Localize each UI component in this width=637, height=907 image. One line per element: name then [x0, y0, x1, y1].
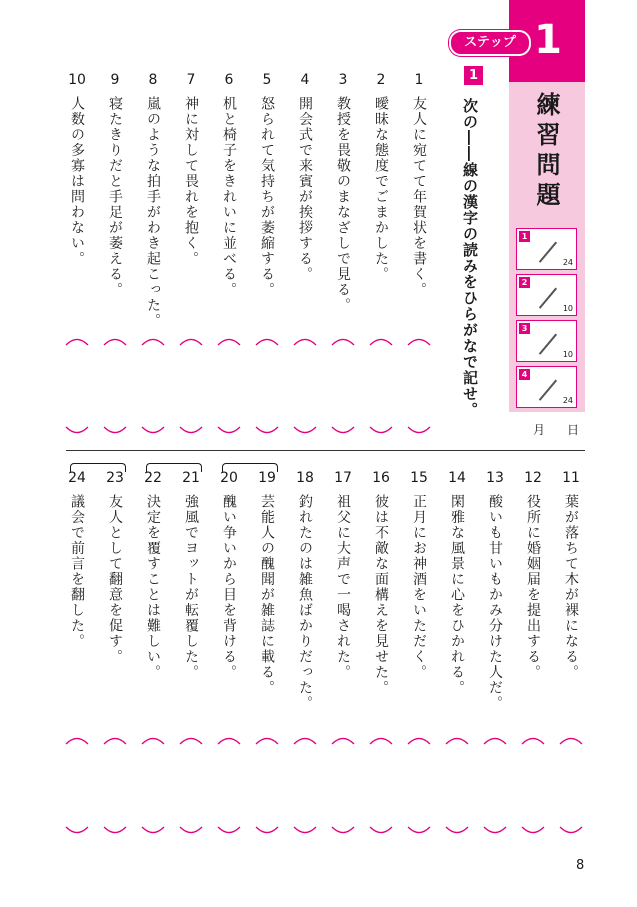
item-number: 4: [300, 72, 310, 88]
question-item-6: [214, 72, 244, 298]
slash-icon: [539, 334, 557, 355]
question-item-14: [442, 470, 472, 696]
question-item-21: [176, 470, 206, 680]
item-text: 強風でヨットが転覆した。: [183, 494, 199, 680]
section-title: 練習問題: [532, 92, 561, 212]
answer-blank-bottom-21[interactable]: [178, 826, 204, 838]
question-item-13: [480, 470, 510, 711]
answer-blank-bottom-24[interactable]: [64, 826, 90, 838]
answer-blank-bottom-14[interactable]: [444, 826, 470, 838]
answer-blank-bottom-4[interactable]: [292, 426, 318, 438]
answer-blank-bottom-3[interactable]: [330, 426, 356, 438]
answer-blank-bottom-22[interactable]: [140, 826, 166, 838]
item-number: 1: [414, 72, 424, 88]
answer-blank-top-16[interactable]: [368, 733, 394, 745]
page-number: 8: [576, 858, 585, 873]
item-number: 20: [220, 470, 238, 486]
pair-brace-23-24: [70, 463, 126, 472]
answer-blank-bottom-18[interactable]: [292, 826, 318, 838]
item-text: 議会で前言を翻した。: [69, 494, 85, 649]
item-text: 釣れたのは雑魚ばかりだった。: [297, 494, 313, 711]
question-item-2: [366, 72, 396, 282]
answer-blank-top-21[interactable]: [178, 733, 204, 745]
question-item-18: [290, 470, 320, 711]
item-number: 11: [562, 470, 580, 486]
item-text: 教授を畏敬のまなざしで見る。: [335, 96, 351, 313]
score-box-label: 2: [519, 277, 530, 288]
answer-blank-bottom-12[interactable]: [520, 826, 546, 838]
score-box-label: 4: [519, 369, 530, 380]
item-text: 決定を覆すことは難しい。: [145, 494, 161, 680]
question-item-5: [252, 72, 282, 298]
question-instruction: 次の――線の漢字の読みをひらがなで記せ。: [461, 98, 479, 418]
item-number: 15: [410, 470, 428, 486]
day-label: 日: [567, 423, 580, 437]
item-text: 曖昧な態度でごまかした。: [373, 96, 389, 282]
answer-blank-bottom-7[interactable]: [178, 426, 204, 438]
item-text: 嵐のような拍手がわき起こった。: [145, 96, 161, 329]
answer-blank-top-22[interactable]: [140, 733, 166, 745]
item-text: 寝たきりだと手足が萎える。: [107, 96, 123, 298]
answer-blank-top-11[interactable]: [558, 733, 584, 745]
answer-blank-bottom-16[interactable]: [368, 826, 394, 838]
answer-blank-top-10[interactable]: [64, 334, 90, 346]
answer-blank-bottom-1[interactable]: [406, 426, 432, 438]
slash-icon: [539, 242, 557, 263]
answer-blank-bottom-9[interactable]: [102, 426, 128, 438]
question-item-4: [290, 72, 320, 282]
answer-blank-top-7[interactable]: [178, 334, 204, 346]
pair-brace-19-20: [222, 463, 278, 472]
answer-blank-bottom-19[interactable]: [254, 826, 280, 838]
item-number: 21: [182, 470, 200, 486]
question-item-24: [62, 470, 92, 649]
item-number: 9: [110, 72, 120, 88]
step-label-pill: ステップ: [449, 30, 531, 56]
item-text: 友人として翻意を促す。: [107, 494, 123, 665]
item-number: 10: [68, 72, 86, 88]
answer-blank-top-1[interactable]: [406, 334, 432, 346]
answer-blank-bottom-15[interactable]: [406, 826, 432, 838]
answer-blank-bottom-11[interactable]: [558, 826, 584, 838]
item-number: 3: [338, 72, 348, 88]
item-text: 怒られて気持ちが萎縮する。: [259, 96, 275, 298]
answer-blank-top-13[interactable]: [482, 733, 508, 745]
item-text: 人数の多寡は問わない。: [69, 96, 85, 267]
question-item-9: [100, 72, 130, 298]
answer-blank-top-19[interactable]: [254, 733, 280, 745]
step-number: 1: [534, 17, 562, 63]
slash-icon: [539, 380, 557, 401]
item-text: 閑雅な風景に心をひかれる。: [449, 494, 465, 696]
answer-blank-top-5[interactable]: [254, 334, 280, 346]
item-text: 開会式で来賓が挨拶する。: [297, 96, 313, 282]
question-item-7: [176, 72, 206, 267]
answer-blank-bottom-20[interactable]: [216, 826, 242, 838]
answer-blank-bottom-13[interactable]: [482, 826, 508, 838]
item-text: 芸能人の醜聞が雑誌に載る。: [259, 494, 275, 696]
section-divider: [66, 450, 585, 451]
item-text: 正月にお神酒をいただく。: [411, 494, 427, 680]
answer-blank-bottom-17[interactable]: [330, 826, 356, 838]
item-number: 12: [524, 470, 542, 486]
question-item-15: [404, 470, 434, 680]
item-text: 神に対して畏れを抱く。: [183, 96, 199, 267]
item-text: 葉が落ちて木が裸になる。: [563, 494, 579, 680]
item-text: 机と椅子をきれいに並べる。: [221, 96, 237, 298]
item-number: 16: [372, 470, 390, 486]
pair-brace-21-22: [146, 463, 202, 472]
answer-blank-top-15[interactable]: [406, 733, 432, 745]
answer-blank-top-14[interactable]: [444, 733, 470, 745]
item-text: 役所に婚姻届を提出する。: [525, 494, 541, 680]
score-box-total: 24: [562, 396, 573, 405]
item-number: 23: [106, 470, 124, 486]
answer-blank-bottom-23[interactable]: [102, 826, 128, 838]
score-box-total: 24: [562, 258, 573, 267]
question-item-16: [366, 470, 396, 696]
item-number: 6: [224, 72, 234, 88]
item-text: 醜い争いから目を背ける。: [221, 494, 237, 680]
answer-blank-top-17[interactable]: [330, 733, 356, 745]
score-box-label: 3: [519, 323, 530, 334]
item-text: 彼は不敵な面構えを見せた。: [373, 494, 389, 696]
question-item-3: [328, 72, 358, 313]
item-number: 17: [334, 470, 352, 486]
answer-blank-top-12[interactable]: [520, 733, 546, 745]
question-item-11: [556, 470, 586, 680]
score-box-3[interactable]: [516, 320, 577, 362]
score-box-total: 10: [562, 304, 573, 313]
question-item-12: [518, 470, 548, 680]
answer-blank-top-3[interactable]: [330, 334, 356, 346]
answer-blank-bottom-6[interactable]: [216, 426, 242, 438]
answer-blank-top-9[interactable]: [102, 334, 128, 346]
answer-blank-top-20[interactable]: [216, 733, 242, 745]
item-text: 祖父に大声で一喝された。: [335, 494, 351, 680]
question-item-17: [328, 470, 358, 680]
answer-blank-top-24[interactable]: [64, 733, 90, 745]
item-text: 酸いも甘いもかみ分けた人だ。: [487, 494, 503, 711]
month-label: 月: [533, 423, 546, 437]
item-text: 友人に宛てて年賀状を書く。: [411, 96, 427, 298]
question-number-badge: 1: [464, 66, 483, 85]
question-item-23: [100, 470, 130, 665]
answer-blank-top-23[interactable]: [102, 733, 128, 745]
question-item-22: [138, 470, 168, 680]
question-item-20: [214, 470, 244, 680]
item-number: 7: [186, 72, 196, 88]
item-number: 24: [68, 470, 86, 486]
score-box-total: 10: [562, 350, 573, 359]
item-number: 14: [448, 470, 466, 486]
answer-blank-top-2[interactable]: [368, 334, 394, 346]
score-box-label: 1: [519, 231, 530, 242]
question-item-8: [138, 72, 168, 329]
score-box-4[interactable]: [516, 366, 577, 408]
score-box-2[interactable]: [516, 274, 577, 316]
answer-blank-top-8[interactable]: [140, 334, 166, 346]
item-number: 19: [258, 470, 276, 486]
question-item-1: [404, 72, 434, 298]
item-number: 5: [262, 72, 272, 88]
slash-icon: [539, 288, 557, 309]
item-number: 2: [376, 72, 386, 88]
score-box-1[interactable]: [516, 228, 577, 270]
answer-blank-bottom-2[interactable]: [368, 426, 394, 438]
question-item-19: [252, 470, 282, 696]
answer-blank-bottom-10[interactable]: [64, 426, 90, 438]
answer-blank-top-18[interactable]: [292, 733, 318, 745]
answer-blank-bottom-8[interactable]: [140, 426, 166, 438]
item-number: 13: [486, 470, 504, 486]
item-number: 22: [144, 470, 162, 486]
answer-blank-bottom-5[interactable]: [254, 426, 280, 438]
answer-blank-top-6[interactable]: [216, 334, 242, 346]
item-number: 18: [296, 470, 314, 486]
item-number: 8: [148, 72, 158, 88]
question-item-10: [62, 72, 92, 267]
answer-blank-top-4[interactable]: [292, 334, 318, 346]
